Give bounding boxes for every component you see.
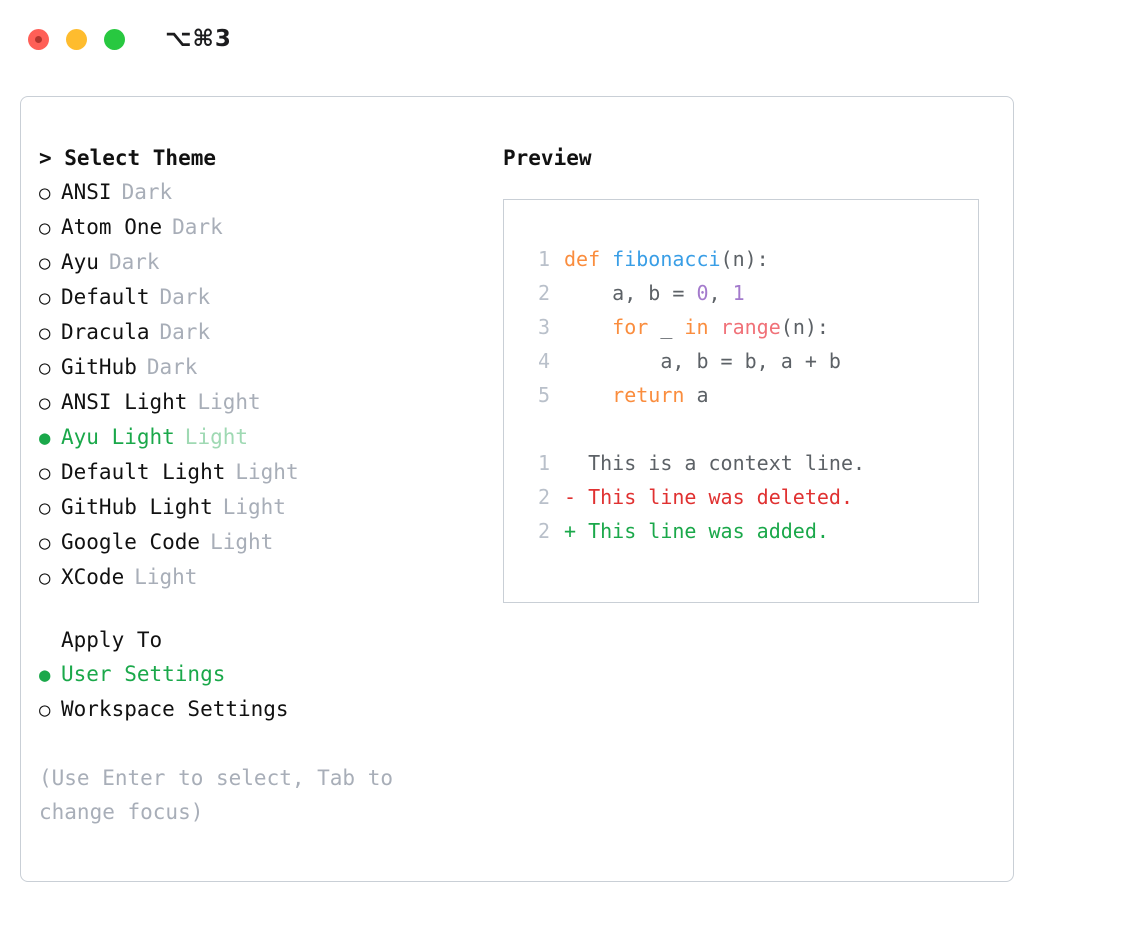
close-button-icon[interactable] [28,29,49,50]
code-preview [524,242,978,412]
diff-sign: - [564,485,577,509]
diff-line [524,446,978,480]
diff-line [524,514,978,548]
code-token: a, b = [564,281,697,305]
line-number: 1 [537,247,550,271]
code-line [524,344,978,378]
diff-preview [524,446,978,548]
traffic-lights [28,29,125,50]
diff-line [524,480,978,514]
apply-to-option-row[interactable] [39,657,481,692]
theme-option-variant-tag: Dark [172,215,223,239]
theme-option-label: Default Light [61,460,226,484]
theme-option-variant-tag: Dark [108,250,160,274]
theme-option-variant-tag: Dark [121,180,173,204]
preview-box [503,199,979,603]
theme-option-label: GitHub Light [61,495,213,519]
code-token: 0 [696,281,709,305]
theme-option-label: Ayu Light [61,425,175,449]
line-number: 5 [537,383,550,407]
theme-option-variant-tag: Dark [146,355,198,379]
theme-picker-panel [20,96,1014,882]
theme-option-variant-tag: Light [134,565,198,589]
line-number: 3 [537,315,550,339]
theme-option-label: ANSI [61,180,112,204]
theme-option-row[interactable] [39,490,481,525]
line-number: 4 [537,349,550,373]
theme-option-label: Ayu [61,250,99,274]
line-number: 1 [537,451,550,475]
theme-option-label: ANSI Light [61,390,188,414]
title-bar [0,0,1140,78]
radio-unselected-icon: ○ [39,699,51,721]
code-line [524,378,978,412]
code-token [564,383,612,407]
apply-to-option-label: Workspace Settings [61,697,289,721]
line-number: 2 [537,281,550,305]
code-token: return [612,383,685,407]
theme-option-label: GitHub [61,355,137,379]
theme-list-column [21,141,481,829]
code-token: , [708,281,733,305]
radio-unselected-icon: ○ [39,497,51,519]
theme-option-row[interactable] [39,560,481,595]
radio-unselected-icon: ○ [39,252,51,274]
code-token: (n): [780,315,829,339]
radio-unselected-icon: ○ [39,182,51,204]
radio-unselected-icon: ○ [39,567,51,589]
diff-sign [564,451,576,475]
theme-option-variant-tag: Dark [159,285,211,309]
code-token: a [684,383,709,407]
window-shortcut-label: ⌥⌘3 [165,26,232,52]
code-token: fibonacci [612,247,721,271]
theme-option-label: Google Code [61,530,201,554]
theme-option-row[interactable] [39,455,481,490]
radio-selected-icon: ● [39,427,51,449]
theme-option-label: Default [61,285,150,309]
code-token [709,315,721,339]
code-token: _ [648,315,685,339]
keyboard-hint: (Use Enter to select, Tab to change focus) [39,766,406,824]
code-token: 1 [732,281,745,305]
radio-unselected-icon: ○ [39,392,51,414]
theme-option-row[interactable] [39,315,481,350]
theme-option-list [39,175,481,595]
preview-title: Preview [503,146,592,170]
radio-selected-icon: ● [39,664,51,686]
code-line [524,242,978,276]
select-theme-heading: > Select Theme [39,146,217,170]
theme-option-label: Dracula [61,320,150,344]
apply-to-option-row[interactable] [39,692,481,727]
theme-option-variant-tag: Light [197,390,261,414]
radio-unselected-icon: ○ [39,462,51,484]
diff-text: This is a context line. [576,451,866,475]
theme-option-row[interactable] [39,210,481,245]
theme-option-row[interactable] [39,525,481,560]
theme-option-label: XCode [61,565,125,589]
code-token: range [720,315,781,339]
theme-option-variant-tag: Light [184,425,249,449]
code-line [524,310,978,344]
theme-option-variant-tag: Light [235,460,299,484]
theme-option-row[interactable] [39,175,481,210]
theme-option-row[interactable] [39,385,481,420]
radio-unselected-icon: ○ [39,217,51,239]
apply-to-option-label: User Settings [61,662,226,686]
radio-unselected-icon: ○ [39,322,51,344]
code-token: for [612,315,649,339]
apply-to-option-list [39,657,481,727]
code-token: in [684,315,709,339]
code-token [564,315,612,339]
line-number: 2 [537,519,550,543]
line-number: 2 [537,485,550,509]
code-token: def [564,247,613,271]
code-token: (n): [720,247,769,271]
theme-option-row[interactable] [39,420,481,455]
theme-option-variant-tag: Dark [159,320,211,344]
radio-unselected-icon: ○ [39,287,51,309]
radio-unselected-icon: ○ [39,357,51,379]
theme-option-label: Atom One [61,215,163,239]
theme-option-variant-tag: Light [210,530,274,554]
theme-option-variant-tag: Light [222,495,286,519]
apply-to-heading: Apply To [61,628,163,652]
theme-option-row[interactable] [39,350,481,385]
minimize-button-icon[interactable] [66,29,87,50]
zoom-button-icon[interactable] [104,29,125,50]
diff-text: This line was deleted. [576,485,853,509]
theme-option-row[interactable] [39,245,481,280]
preview-column [481,141,1013,829]
diff-sign: + [564,519,577,543]
code-token: a, b = b, a + b [564,349,841,373]
diff-text: This line was added. [576,519,829,543]
theme-option-row[interactable] [39,280,481,315]
radio-unselected-icon: ○ [39,532,51,554]
code-line [524,276,978,310]
